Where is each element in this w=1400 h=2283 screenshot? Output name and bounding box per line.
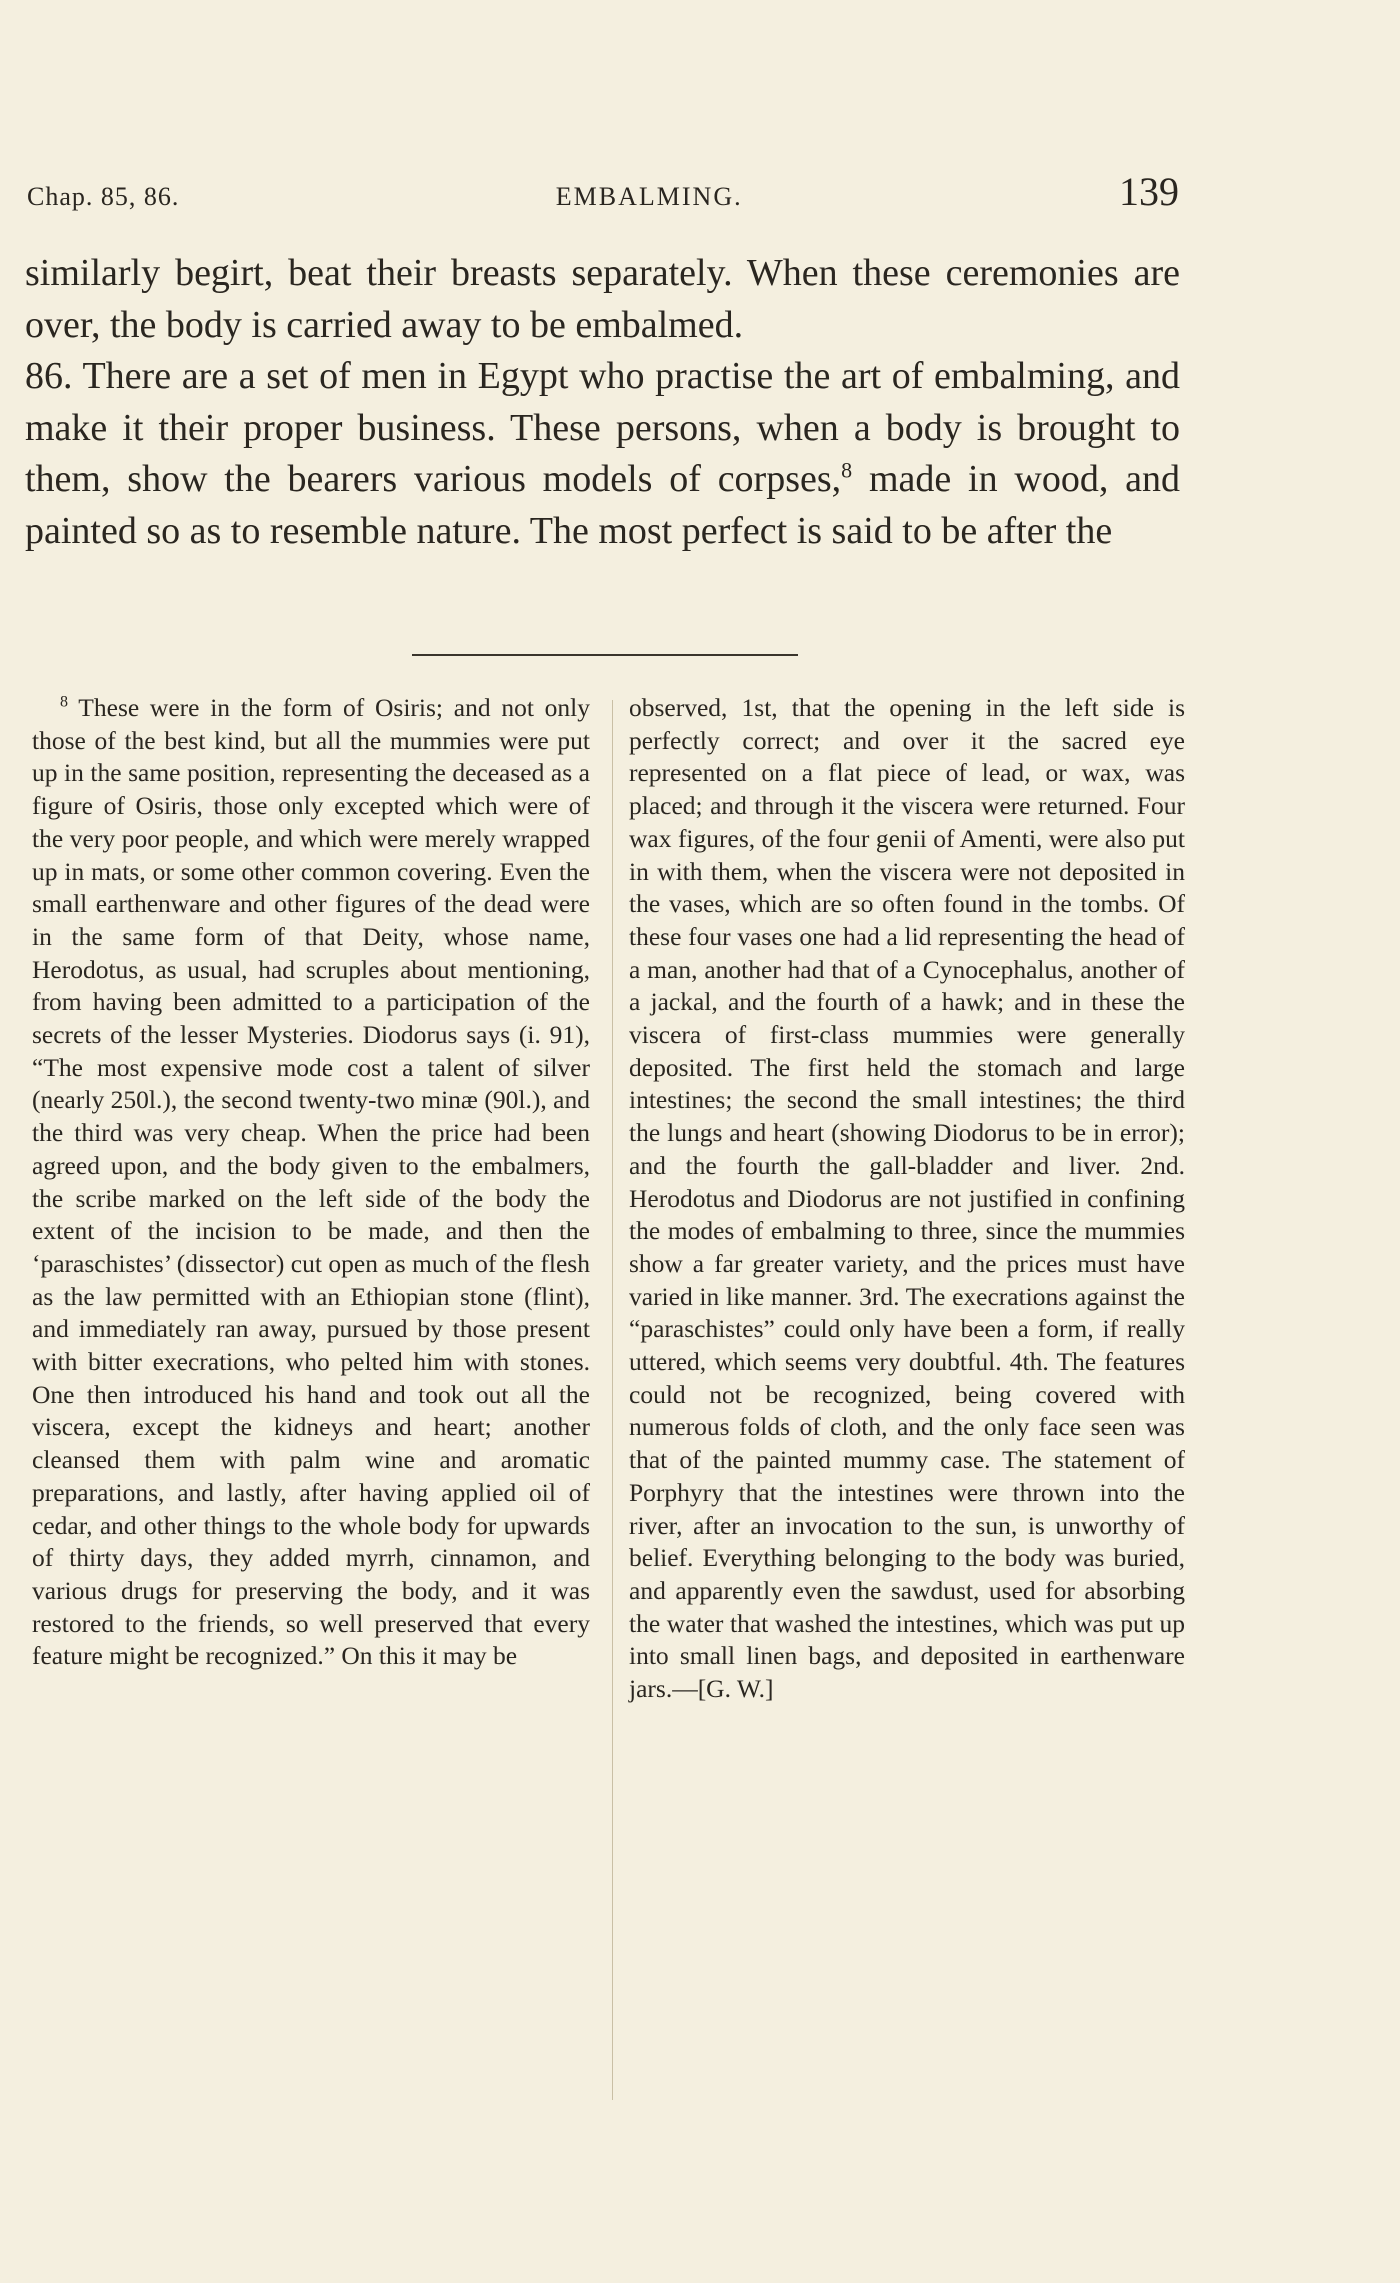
page-number: 139 bbox=[1118, 169, 1179, 214]
footnote-marker: 8 bbox=[60, 693, 68, 711]
main-paragraph-1: similarly begirt, beat their breasts separately. When these ceremonies are over, the body is carried away to be embalmed. bbox=[25, 252, 1180, 346]
footnote-left-text: These were in the form of Osiris; and not only those of the best kind, but all the mummies were put up in the same position, representing the deceased as a figure of Osiris, those only excepted which were of the very poor people, and which were merely wrapped up in mats, or some other common covering. Even the small earthenware and other figures of the dead were in the same form of that Deity, whose name, Herodotus, as usual, had scruples about mentioning, from having been admitted to a participation of the secrets of the lesser Mysteries. Diodorus says (i. 91), “The most expensive mode cost a talent of silver (nearly 250l.), the second twenty-two minæ (90l.), and the third was very cheap. When the price had been agreed upon, and the body given to the embalmers, the scribe marked on the left side of the body the extent of the incision to be made, and then the ‘paraschistes’ (dissector) cut open as much of the flesh as the law permitted with an Ethiopian stone (flint), and immediately ran away, pursued by those present with bitter execrations, who pelted him with stones. One then introduced his hand and took out all the viscera, except the kidneys and heart; another cleansed them with palm wine and aromatic preparations, and lastly, after having applied oil of cedar, and other things to the whole body for upwards of thirty days, they added myrrh, cinnamon, and various drugs for preserving the body, and it was restored to the friends, so well preserved that every feature might be recognized.” On this it may be bbox=[32, 693, 590, 1671]
main-paragraph-2-continued: made in wood, and painted so as to resemble nature. The most perfect is said to be after the bbox=[25, 458, 1180, 552]
column-divider bbox=[612, 700, 613, 2100]
footnote-paragraph bbox=[32, 692, 590, 1673]
footnote-separator-rule bbox=[412, 654, 798, 656]
page-title: EMBALMING. bbox=[555, 182, 743, 211]
main-text bbox=[25, 248, 1180, 557]
running-header bbox=[27, 168, 1179, 212]
main-paragraph-2-text: 86. There are a set of men in Egypt who practise the art of embalming, and make it their proper business. These persons, when a body is brought to them, show the bearers various models of corpses, bbox=[25, 355, 1180, 500]
chapter-reference: Chap. 85, 86. bbox=[27, 182, 180, 211]
footnote-left-column bbox=[32, 692, 590, 1673]
footnote-right-text: observed, 1st, that the opening in the left side is perfectly correct; and over it the sacred eye represented on a flat piece of lead, or wax, was placed; and through it the viscera were returned. Four wax figures, of the four genii of Amenti, were also put in with them, when the viscera were not deposited in the vases, which are so often found in the tombs. Of these four vases one had a lid representing the head of a man, another had that of a Cynocephalus, another of a jackal, and the fourth of a hawk; and in these the viscera of first-class mummies were generally deposited. The first held the stomach and large intestines; the second the small intestines; the third the lungs and heart (showing Diodorus to be in error); and the fourth the gall-bladder and liver. 2nd. Herodotus and Diodorus are not justified in confining the modes of embalming to three, since the mummies show a far greater variety, and the prices must have varied in like manner. 3rd. The execrations against the “paraschistes” could only have been a form, if really uttered, which seems very doubtful. 4th. The features could not be recognized, being covered with numerous folds of cloth, and the only face seen was that of the painted mummy case. The statement of Porphyry that the intestines were thrown into the river, after an invocation to the sun, is unworthy of belief. Everything belonging to the body was buried, and apparently even the sawdust, used for absorbing the water that washed the intestines, which was put up into small linen bags, and deposited in earthenware jars.—[G. W.] bbox=[629, 693, 1185, 1704]
footnote-right-column bbox=[629, 692, 1185, 1706]
main-paragraph-2 bbox=[25, 351, 1180, 557]
footnote-reference: 8 bbox=[841, 457, 853, 483]
